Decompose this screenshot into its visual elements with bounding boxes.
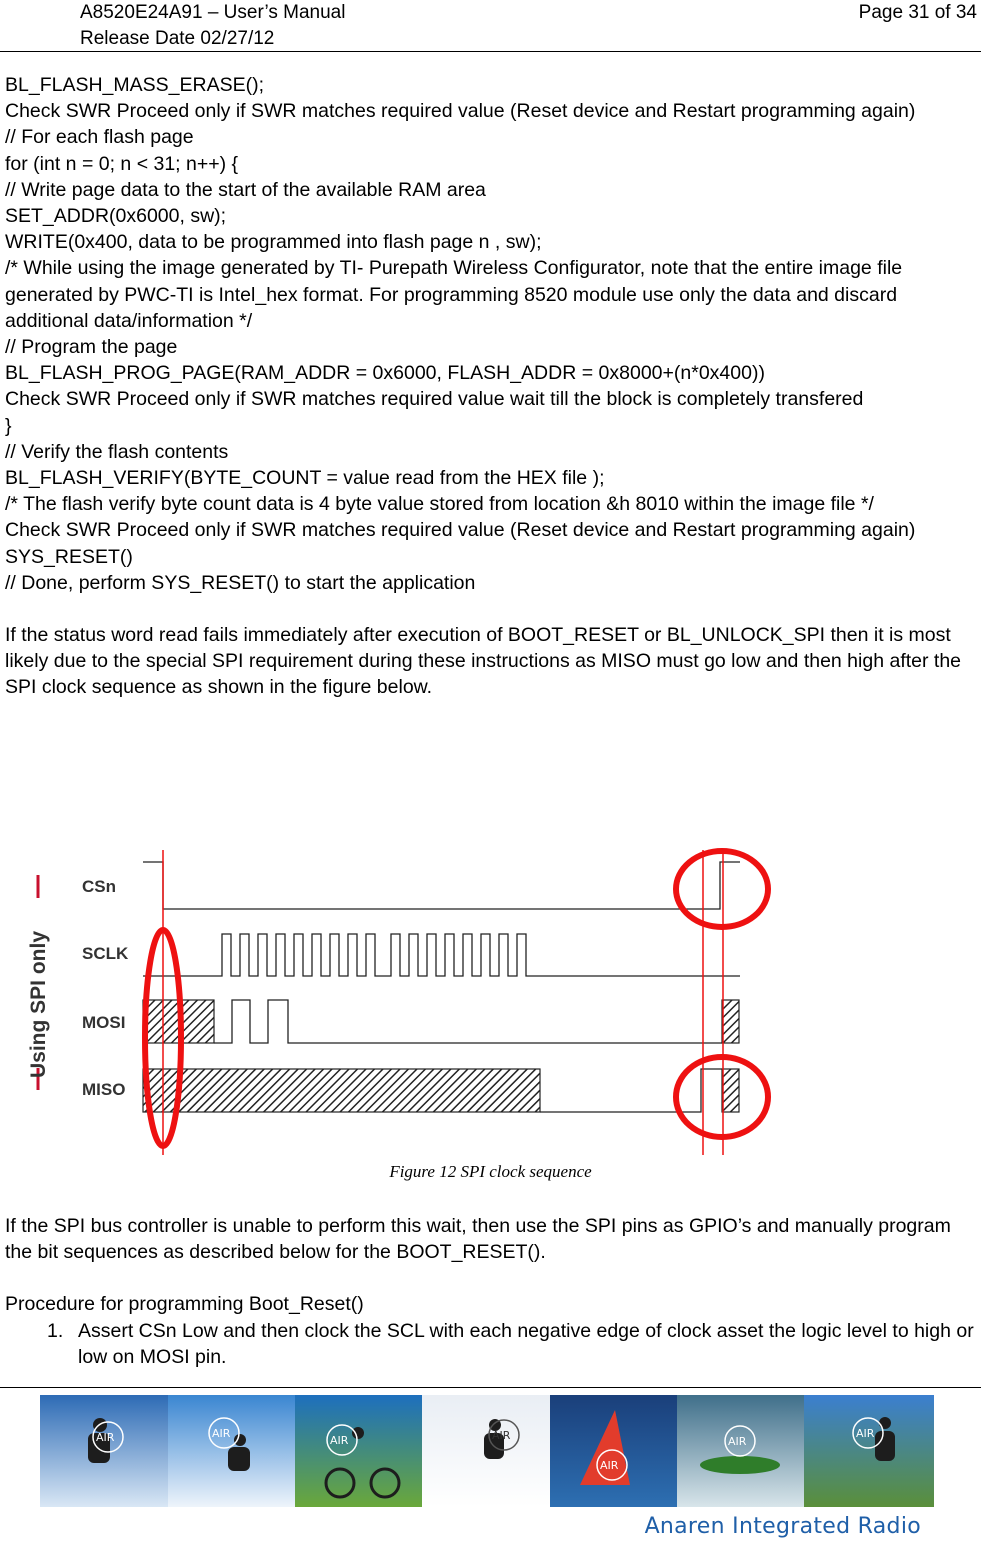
miso-waveform bbox=[143, 1069, 739, 1112]
air-badge-label: AIR bbox=[212, 1427, 231, 1440]
side-label bbox=[27, 875, 50, 1090]
body-text bbox=[5, 72, 977, 701]
brand-name: Anaren Integrated Radio bbox=[644, 1514, 921, 1539]
release-date: Release Date 02/27/12 bbox=[80, 28, 275, 49]
body-line: WRITE(0x400, data to be programmed into flash page n , sw); bbox=[5, 231, 542, 254]
page-number: Page 31 of 34 bbox=[858, 2, 977, 23]
body-line: // Verify the flash contents bbox=[5, 440, 229, 463]
air-badge-label: AIR bbox=[96, 1431, 115, 1444]
body-line: Check SWR Proceed only if SWR matches required value (Reset device and Restart programming again) bbox=[5, 519, 916, 542]
body-line: } bbox=[5, 414, 12, 437]
body-line: // Write page data to the start of the available RAM area bbox=[5, 178, 486, 201]
status-paragraph: If the status word read fails immediately after execution of BOOT_RESET or BL_UNLOCK_SPI then it is most likely due to the special SPI requirement during these instructions as MISO must go low and then high after the SPI clock sequence as shown in the figure below. bbox=[5, 624, 962, 699]
spi-timing-figure bbox=[0, 840, 981, 1160]
body-line: // Program the page bbox=[5, 336, 178, 359]
body-line: SYS_RESET() bbox=[5, 545, 133, 568]
body-line: /* The flash verify byte count data is 4 byte value stored from location &h 8010 within the image file */ bbox=[5, 493, 874, 516]
sclk-waveform bbox=[143, 934, 740, 976]
timing-diagram bbox=[0, 840, 981, 1160]
air-badge-label: AIR bbox=[600, 1459, 619, 1472]
signal-label-mosi: MOSI bbox=[82, 1013, 126, 1032]
body-line: Check SWR Proceed only if SWR matches required value (Reset device and Restart programming again) bbox=[5, 100, 916, 123]
signal-label-miso: MISO bbox=[82, 1080, 126, 1099]
footer-rule bbox=[0, 1387, 981, 1388]
list-item bbox=[5, 1318, 977, 1370]
air-badge-label: AIR bbox=[492, 1429, 511, 1442]
signal-label-csn: CSn bbox=[82, 877, 116, 896]
header-rule bbox=[0, 51, 981, 52]
gpio-paragraph: If the SPI bus controller is unable to perform this wait, then use the SPI pins as GPIO’s and manually program the bit sequences as described below for the BOOT_RESET(). bbox=[5, 1215, 951, 1264]
header-left bbox=[80, 0, 345, 52]
list-item-number: 1. bbox=[47, 1319, 64, 1342]
procedure-title: Procedure for programming Boot_Reset() bbox=[5, 1293, 364, 1316]
body-line: Check SWR Proceed only if SWR matches required value wait till the block is completely transfered bbox=[5, 388, 864, 411]
list-item-text: Assert CSn Low and then clock the SCL with each negative edge of clock asset the logic level to high or low on MOSI pin. bbox=[78, 1319, 974, 1368]
body-line: /* While using the image generated by TI- Purepath Wireless Configurator, note that the entire image file generated by PWC-TI is Intel_hex format. For programming 8520 module use only the data and discard additional data/information */ bbox=[5, 257, 903, 332]
body-line: BL_FLASH_MASS_ERASE(); bbox=[5, 74, 265, 96]
air-badge-label: AIR bbox=[856, 1427, 875, 1440]
side-label-text: Using SPI only bbox=[27, 930, 50, 1078]
footer-photo-strip bbox=[40, 1395, 934, 1507]
signal-label-sclk: SCLK bbox=[82, 944, 129, 963]
footer-banner bbox=[40, 1395, 934, 1507]
body-line: BL_FLASH_PROG_PAGE(RAM_ADDR = 0x6000, FLASH_ADDR = 0x8000+(n*0x400)) bbox=[5, 362, 765, 385]
body-line: for (int n = 0; n < 31; n++) { bbox=[5, 152, 239, 175]
body-line: // Done, perform SYS_RESET() to start the application bbox=[5, 571, 476, 594]
body-line: BL_FLASH_VERIFY(BYTE_COUNT = value read from the HEX file ); bbox=[5, 467, 605, 490]
doc-title: A8520E24A91 – User’s Manual bbox=[80, 2, 346, 23]
figure-caption: Figure 12 SPI clock sequence bbox=[389, 1162, 592, 1181]
mosi-waveform bbox=[143, 1000, 739, 1043]
body-line: // For each flash page bbox=[5, 126, 194, 149]
air-badge-label: AIR bbox=[728, 1435, 747, 1448]
csn-waveform bbox=[143, 862, 740, 909]
air-badge-label: AIR bbox=[330, 1434, 349, 1447]
body-line: SET_ADDR(0x6000, sw); bbox=[5, 205, 227, 228]
after-figure-text bbox=[5, 1213, 977, 1370]
